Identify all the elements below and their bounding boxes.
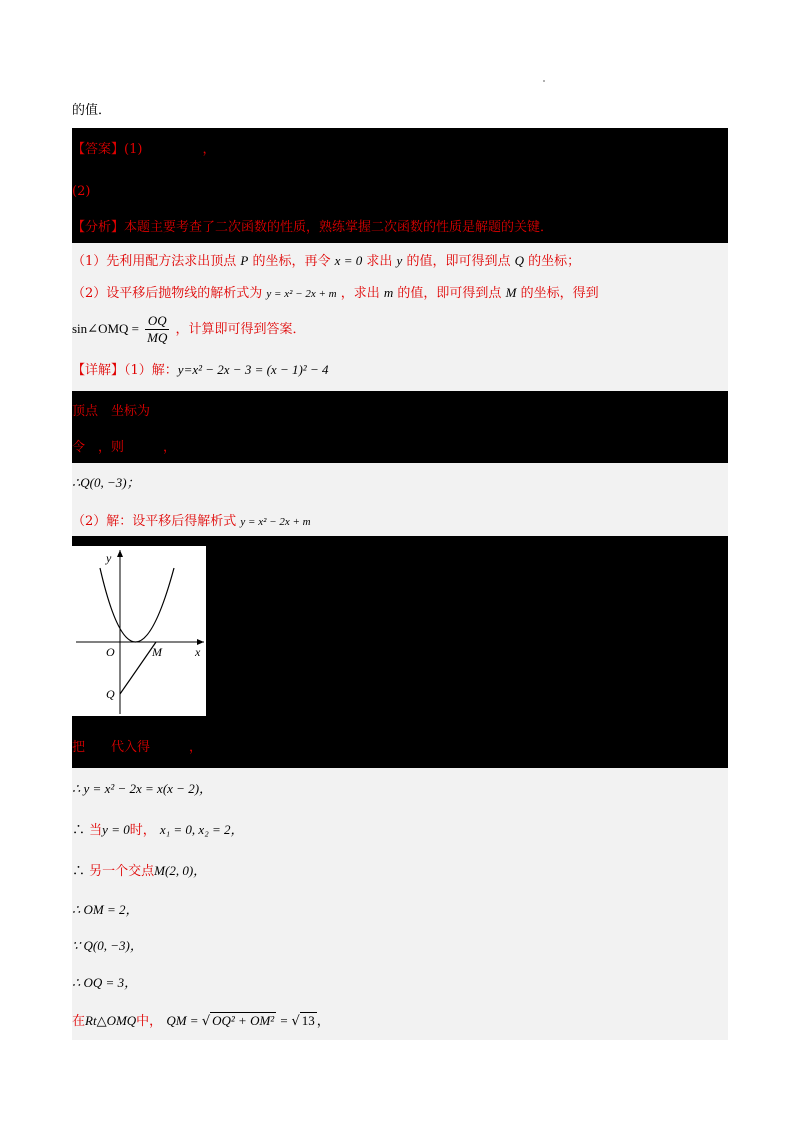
step-2-condition: y = 0 [102, 822, 130, 837]
y-label: y [106, 551, 112, 565]
step-2-red: 当 [89, 823, 103, 838]
step-1-prefix: ∴ [72, 781, 81, 796]
part2-text: （2）解：设平移后得解析式 [72, 514, 237, 529]
step-3 [72, 861, 206, 882]
point-p: P [240, 253, 249, 268]
step1-text-a: （1）先利用配方法求出顶点 [72, 254, 237, 269]
step-1 [72, 779, 212, 799]
y-axis-arrow [117, 550, 123, 557]
parabola-curve [100, 568, 174, 642]
step-2-roots: x₁ = 0, x₂ = 2， [159, 822, 244, 837]
origin-label: O [106, 645, 115, 659]
detail-part1-text: （1）解： [124, 363, 178, 378]
step2-equation: y = x² − 2x + m [266, 288, 337, 300]
step-5-prefix: ∵ [72, 938, 81, 953]
step-5-text: Q(0, −3)， [83, 938, 143, 953]
step2-text-c: 的值，即可得到点 [397, 286, 502, 301]
step-2-time: 时， [129, 823, 156, 838]
step-6-text: OQ = 3， [83, 975, 138, 990]
step2-text-a: （2）设平移后抛物线的解析式为 [72, 286, 263, 301]
page-marker [543, 80, 545, 82]
analysis-step2 [72, 283, 599, 304]
point-m: M [505, 285, 517, 300]
step1-text-e: 的坐标； [528, 254, 581, 269]
final-sqrt13: 13 [301, 1013, 315, 1028]
step2-text-d: 的坐标，得到 [520, 286, 599, 301]
step-4-text: OM = 2， [83, 902, 139, 917]
x-label: x [195, 645, 201, 659]
sin-suffix: ，计算即可得到答案． [175, 322, 306, 337]
answer-part2: (2) [72, 184, 91, 199]
step1-text-d: 的值，即可得到点 [406, 254, 511, 269]
answer-label: 【答案】 [72, 142, 125, 157]
sin-fraction [145, 313, 169, 346]
answer-comma: ， [202, 142, 216, 157]
detail-part1-equation: y=x² − 2x − 3 = (x − 1)² − 4 [177, 362, 329, 377]
parabola-graph [72, 546, 206, 716]
point-q: Q [514, 253, 524, 268]
final-qm: QM = [166, 1013, 202, 1028]
parabola-figure [72, 546, 206, 716]
final-end: ， [316, 1014, 330, 1029]
final-prefix: 在 [72, 1014, 86, 1029]
answer-line [72, 140, 215, 160]
part2-line [72, 512, 311, 532]
final-triangle: Rt△OMQ [85, 1013, 137, 1028]
analysis-line [72, 218, 553, 238]
line-qm [120, 642, 156, 694]
sin-prefix: sin∠OMQ = [72, 321, 139, 336]
step-6 [72, 973, 137, 993]
step1-text-c: 求出 [366, 254, 393, 269]
step-2 [72, 820, 244, 841]
final-mid: 中， [136, 1014, 163, 1029]
part2-equation: y = x² − 2x + m [240, 516, 311, 528]
step-3-red: 另一个交点 [89, 864, 155, 879]
m-label: M [152, 645, 162, 659]
final-line: 在Rt△OMQ中， QM = √ OQ² + OM² = √ 13 ， [72, 1013, 330, 1029]
step-5 [72, 936, 143, 956]
step1-equation: x = 0 [334, 253, 363, 268]
step-6-prefix: ∴ [72, 975, 81, 990]
detail-label: 【详解】 [72, 363, 125, 378]
step-3-prefix: ∴ [72, 864, 86, 879]
analysis-label: 【分析】 [72, 220, 125, 235]
step-2-prefix: ∴ [72, 823, 86, 838]
var-y: y [396, 253, 403, 268]
answer-part1: (1) [124, 142, 143, 157]
let-text: 令 ，则 ， [72, 440, 177, 455]
final-sqrt-inner: OQ² + OM² [212, 1013, 275, 1028]
step-4 [72, 900, 139, 920]
steps-band [72, 768, 728, 1040]
substitute-text: 把 代入得 ， [72, 740, 203, 755]
q-label: Q [106, 687, 115, 701]
step-3-point: M(2, 0)， [154, 863, 207, 878]
q-result: ∴Q(0, −3)； [72, 475, 140, 490]
var-m: m [383, 285, 394, 300]
analysis-text: 本题主要考查了二次函数的性质，熟练掌握二次函数的性质是解题的关键． [124, 220, 554, 235]
final-equals: = [276, 1013, 292, 1028]
step2-text-b: ，求出 [340, 286, 380, 301]
step-4-prefix: ∴ [72, 902, 81, 917]
step-1-text: y = x² − 2x = x(x − 2)， [83, 781, 213, 796]
fraction-denominator: MQ [147, 330, 168, 345]
sin-formula-line [72, 312, 306, 346]
fraction-numerator: OQ [145, 313, 169, 330]
analysis-step1 [72, 251, 580, 272]
vertex-text: 顶点 坐标为 [72, 404, 151, 419]
top-text: 的值． [72, 103, 112, 118]
step1-text-b: 的坐标，再令 [252, 254, 331, 269]
detail-line [72, 360, 328, 381]
